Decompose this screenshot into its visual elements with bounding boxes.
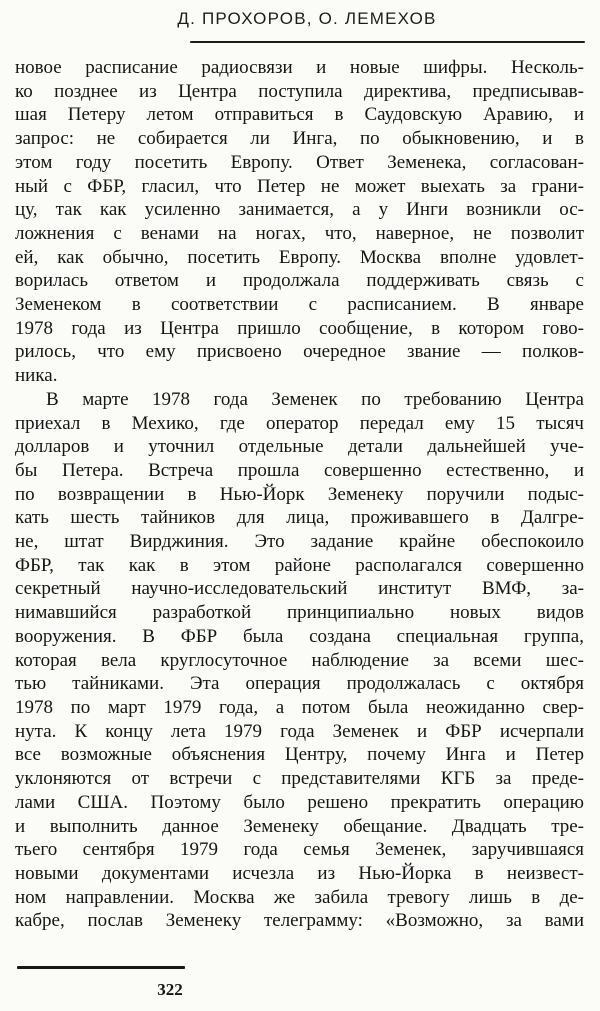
text-line: цу, так как усиленно занимается, а у Инги возникли ос- xyxy=(15,199,584,221)
running-head-title: Д. ПРОХОРОВ, О. ЛЕМЕХОВ xyxy=(177,9,437,28)
text-line: бы Петера. Встреча прошла совершенно естественно, и xyxy=(15,459,584,481)
text-line: вооружения. В ФБР была создана специальная группа, xyxy=(15,625,584,647)
text-line: ника. xyxy=(15,365,58,387)
text-line: которая вела круглосуточное наблюдение за всеми шес- xyxy=(15,649,584,671)
text-line: шая Петеру летом отправиться в Саудовскую Аравию, и xyxy=(15,104,584,126)
text-line: нута. К концу лета 1979 года Земенек и ФБР исчерпали xyxy=(15,720,584,742)
text-line: все возможные объяснения Центру, почему Инга и Петер xyxy=(15,744,584,766)
text-line: В марте 1978 года Земенек по требованию Центра xyxy=(46,388,584,410)
text-line: 1978 по март 1979 года, а потом была неожиданно свер- xyxy=(15,696,584,718)
footer-rule xyxy=(17,966,185,969)
text-line: приехал в Мехико, где оператор передал ему 15 тысяч xyxy=(15,412,584,434)
text-line: кать шесть тайников для лица, проживавшего в Далгре- xyxy=(15,507,584,529)
text-line: нимавшийся разработкой принципиально новых видов xyxy=(15,602,584,624)
text-line: ном направлении. Москва же забила тревогу лишь в де- xyxy=(15,886,584,908)
text-line: новыми документами исчезла из Нью-Йорка в неизвест- xyxy=(15,862,584,884)
text-line: долларов и уточнил отдельные детали дальнейшей уче- xyxy=(15,436,584,458)
text-line: ей, как обычно, посетить Европу. Москва вполне удовлет- xyxy=(15,246,584,268)
paragraph-2 xyxy=(15,388,584,933)
text-line: ФБР, так как в этом районе располагался совершенно xyxy=(15,554,584,576)
text-line: запрос: не собирается ли Инга, по обыкновению, и в xyxy=(15,128,584,150)
text-line: новое расписание радиосвязи и новые шифры. Несколь- xyxy=(15,57,584,78)
header-rule xyxy=(190,41,585,43)
text-line: уклоняются от встречи с представителями КГБ за преде- xyxy=(15,768,584,790)
text-line: ложнения с венами на ногах, что, наверное, не позволит xyxy=(15,222,584,244)
paragraph-1 xyxy=(15,56,584,388)
text-line: секретный научно-исследовательский институт ВМФ, за- xyxy=(15,578,584,600)
text-line: тью тайниками. Эта операция продолжалась с октября xyxy=(15,673,584,695)
text-line: ный с ФБР, гласил, что Петер не может выехать за грани- xyxy=(15,175,584,197)
text-line: рилось, что ему присвоено очередное звание — полков- xyxy=(15,341,584,363)
text-line: ко позднее из Центра поступила директива, предписывав- xyxy=(15,80,584,102)
text-line: не, штат Вирджиния. Это задание крайне обеспокоило xyxy=(15,531,584,553)
text-line: лами США. Поэтому было решено прекратить операцию xyxy=(15,791,584,813)
page-number: 322 xyxy=(157,980,183,999)
text-line: Земенеком в соответствии с расписанием. В январе xyxy=(15,294,584,316)
text-line: и выполнить данное Земенеку обещание. Двадцать тре- xyxy=(15,815,584,837)
text-line: тьего сентября 1979 года семья Земенек, заручившаяся xyxy=(15,839,584,861)
text-line: ворилась ответом и продолжала поддерживать связь с xyxy=(15,270,584,292)
page-body-text xyxy=(15,56,584,933)
text-line: кабре, послав Земенеку телеграмму: «Возможно, за вами xyxy=(15,910,584,932)
text-line: этом году посетить Европу. Ответ Земенека, согласован- xyxy=(15,151,584,173)
text-line: по возвращении в Нью-Йорк Земенеку поручили подыс- xyxy=(15,483,584,505)
text-line: 1978 года из Центра пришло сообщение, в котором гово- xyxy=(15,317,584,339)
